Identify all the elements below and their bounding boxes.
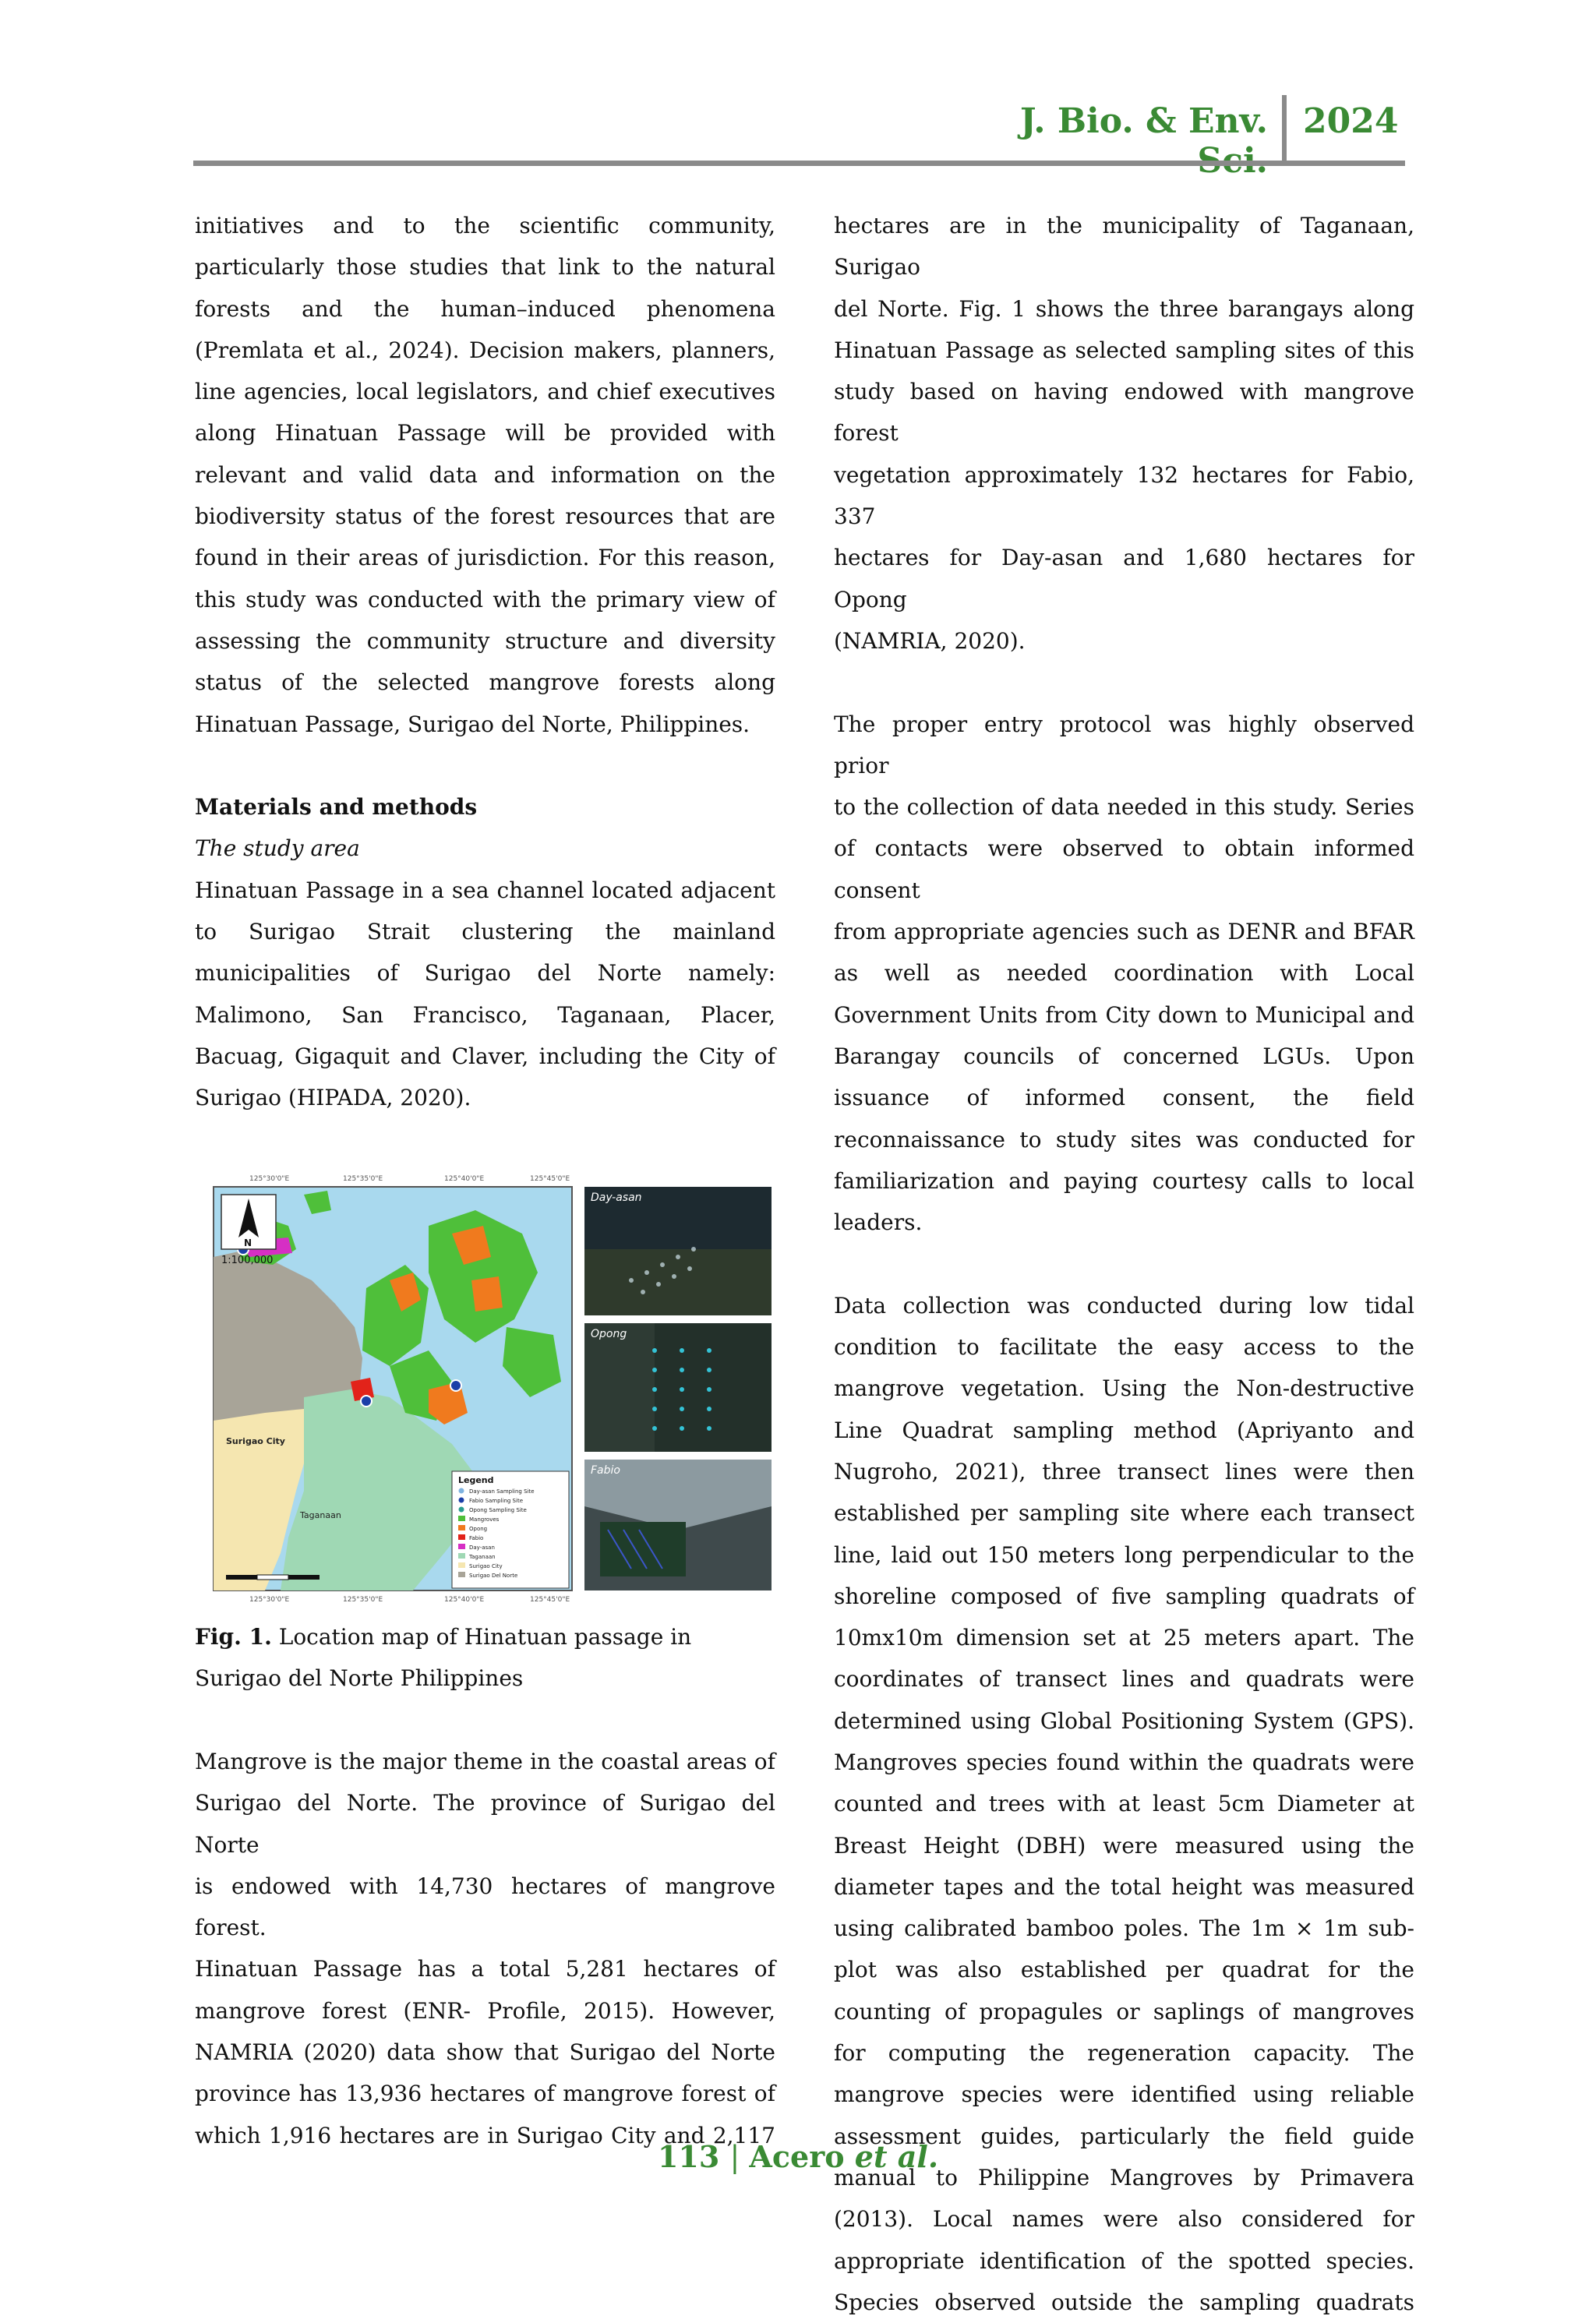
text-line: issuance of informed consent, the field	[834, 1085, 1414, 1111]
text-line: Hinatuan Passage in a sea channel located adjacent	[195, 877, 775, 903]
text-line: coordinates of transect lines and quadrats were	[834, 1666, 1414, 1693]
footer-authors: Acero	[749, 2139, 845, 2174]
svg-text:125°30'0"E: 125°30'0"E	[249, 1596, 290, 1604]
inset-dayasan	[584, 1187, 772, 1315]
text-line: NAMRIA (2020) data show that Surigao del Norte	[195, 2039, 775, 2066]
svg-text:Opong Sampling Site: Opong Sampling Site	[469, 1507, 527, 1513]
text-line: condition to facilitate the easy access to the	[834, 1334, 1414, 1361]
scale-bar	[226, 1575, 320, 1580]
text-line: Nugroho, 2021), three transect lines were then	[834, 1458, 1414, 1485]
text-line: line agencies, local legislators, and chief executives	[195, 379, 775, 405]
text-line: using calibrated bamboo poles. The 1m × 1m sub-	[834, 1915, 1414, 1942]
opong-site-marker	[450, 1380, 461, 1391]
text-line: as well as needed coordination with Local	[834, 960, 1414, 987]
text-line: forests and the human–induced phenomena	[195, 295, 775, 322]
svg-text:Day-asan: Day-asan	[591, 1192, 642, 1204]
text-line: familiarization and paying courtesy calls to local	[834, 1167, 1414, 1194]
text-line: (NAMRIA, 2020).	[834, 627, 1026, 654]
text-line: study based on having endowed with mangrove forest	[834, 379, 1414, 447]
text-line: appropriate identification of the spotted species.	[834, 2247, 1414, 2274]
text-line: counting of propagules or saplings of mangroves	[834, 1998, 1414, 2025]
text-line: Hinatuan Passage as selected sampling sites of this	[834, 337, 1414, 363]
text-line: to the collection of data needed in this study. Series	[834, 794, 1414, 821]
inset-fabio	[584, 1460, 772, 1590]
svg-text:Surigao Del Norte: Surigao Del Norte	[469, 1573, 518, 1579]
text-line: Line Quadrat sampling method (Apriyanto and	[834, 1417, 1414, 1443]
text-line: province has 13,936 hectares of mangrove forest of	[195, 2081, 775, 2107]
svg-text:125°45'0"E: 125°45'0"E	[530, 1596, 570, 1604]
text-line: Data collection was conducted during low tidal	[834, 1292, 1414, 1319]
text-line: Bacuag, Gigaquit and Claver, including the City of	[195, 1043, 775, 1069]
text-line: found in their areas of jurisdiction. For this reason,	[195, 545, 775, 571]
text-line: (Premlata et al., 2024). Decision makers, planners,	[195, 337, 775, 363]
svg-text:Mangroves: Mangroves	[469, 1516, 500, 1523]
opong-area	[471, 1276, 503, 1312]
text-line: plot was also established per quadrat for the	[834, 1957, 1414, 1983]
journal-title: J. Bio. & Env.	[1019, 101, 1268, 141]
svg-text:125°35'0"E: 125°35'0"E	[343, 1596, 383, 1604]
left-column-lower	[195, 1741, 775, 2156]
text-line: to Surigao Strait clustering the mainland	[195, 919, 775, 945]
svg-text:Legend: Legend	[458, 1475, 494, 1485]
text-line: established per sampling site where each transect	[834, 1500, 1414, 1527]
text-line: of contacts were observed to obtain informed consent	[834, 835, 1414, 903]
text-line: Government Units from City down to Municipal and	[834, 1001, 1414, 1028]
subsection-heading: The study area	[195, 835, 360, 862]
page-number: 113	[657, 2139, 720, 2174]
text-line: which 1,916 hectares are in Surigao City and 2,117	[195, 2122, 775, 2148]
text-line: Mangroves species found within the quadrats were	[834, 1749, 1414, 1775]
text-line: Malimono, San Francisco, Taganaan, Placer,	[195, 1001, 775, 1028]
text-line: Hinatuan Passage has a total 5,281 hectares of	[195, 1956, 775, 1982]
footer-et-al: et al.	[854, 2139, 939, 2174]
text-line: Breast Height (DBH) were measured using the	[834, 1832, 1414, 1859]
text-line: mangrove forest (ENR- Profile, 2015). However,	[195, 1997, 775, 2024]
text-line: Mangrove is the major theme in the coastal areas of	[195, 1749, 775, 1774]
svg-text:125°40'0"E: 125°40'0"E	[444, 1175, 485, 1183]
svg-text:Fabio Sampling Site: Fabio Sampling Site	[469, 1498, 523, 1504]
text-line: (2013). Local names were also considered for	[834, 2206, 1414, 2233]
text-line: mangrove vegetation. Using the Non-destructive	[834, 1375, 1414, 1402]
text-line: reconnaissance to study sites was conducted for	[834, 1126, 1414, 1153]
text-line: del Norte. Fig. 1 shows the three barangays along	[834, 295, 1414, 322]
footer-separator: |	[729, 2140, 750, 2174]
svg-text:Surigao City: Surigao City	[469, 1563, 503, 1569]
svg-text:125°45'0"E: 125°45'0"E	[530, 1175, 570, 1183]
header-divider	[1282, 95, 1287, 165]
text-line: counted and trees with at least 5cm Diameter at	[834, 1791, 1414, 1817]
text-line: The proper entry protocol was highly observed prior	[834, 711, 1414, 778]
text-line: relevant and valid data and information on the	[195, 461, 775, 488]
svg-text:Day-asan: Day-asan	[469, 1545, 495, 1551]
right-column	[834, 205, 1414, 2323]
text-line: from appropriate agencies such as DENR and BFAR	[834, 919, 1414, 945]
place-label: Taganaan	[300, 1510, 341, 1520]
text-line: manual to Philippine Mangroves by Primavera	[834, 2164, 1414, 2191]
fabio-site-marker	[361, 1396, 372, 1407]
text-line: status of the selected mangrove forests along	[195, 669, 775, 696]
page-footer	[0, 2139, 1596, 2174]
svg-text:125°40'0"E: 125°40'0"E	[444, 1596, 485, 1604]
text-line: diameter tapes and the total height was measured	[834, 1873, 1414, 1900]
text-line: hectares are in the municipality of Taganaan, Surigao	[834, 213, 1414, 281]
text-line: 10mx10m dimension set at 25 meters apart. The	[834, 1625, 1414, 1651]
svg-text:Fabio: Fabio	[591, 1464, 620, 1477]
location-map-figure	[195, 1163, 775, 1608]
section-heading: Materials and methods	[195, 794, 478, 821]
text-line: leaders.	[834, 1209, 923, 1236]
svg-text:Opong: Opong	[591, 1328, 627, 1340]
caption-label: Fig. 1.	[195, 1624, 272, 1650]
text-line: line, laid out 150 meters long perpendicular to the	[834, 1541, 1414, 1568]
svg-text:Taganaan: Taganaan	[469, 1554, 496, 1560]
left-column	[195, 205, 775, 1119]
text-line: Hinatuan Passage, Surigao del Norte, Philippines.	[195, 711, 750, 737]
text-line: hectares for Day-asan and 1,680 hectares for Opong	[834, 545, 1414, 613]
text-line: mangrove species were identified using reliable	[834, 2081, 1414, 2108]
svg-text:N: N	[244, 1237, 252, 1248]
text-line: for computing the regeneration capacity. The	[834, 2040, 1414, 2067]
svg-text:Opong: Opong	[469, 1526, 488, 1532]
text-line: Species observed outside the sampling quadrats	[834, 2289, 1414, 2315]
text-line: this study was conducted with the primary view of	[195, 586, 775, 613]
header-rule	[193, 161, 1405, 166]
north-arrow-icon	[221, 1195, 276, 1249]
inset-opong	[584, 1323, 772, 1452]
place-label: Surigao City	[226, 1436, 285, 1446]
svg-text:Day-asan Sampling Site: Day-asan Sampling Site	[469, 1488, 535, 1495]
text-line: particularly those studies that link to the natural	[195, 254, 775, 281]
text-line: assessing the community structure and diversity	[195, 627, 775, 654]
svg-text:125°35'0"E: 125°35'0"E	[343, 1175, 383, 1183]
text-line: assessment guides, particularly the field guide	[834, 2123, 1414, 2149]
svg-text:125°30'0"E: 125°30'0"E	[249, 1175, 290, 1183]
text-line: shoreline composed of five sampling quadrats of	[834, 1583, 1414, 1609]
text-line: vegetation approximately 132 hectares for Fabio, 337	[834, 461, 1414, 530]
map-scale-label: 1:100,000	[221, 1255, 274, 1266]
text-line: municipalities of Surigao del Norte namely:	[195, 960, 775, 987]
text-line: biodiversity status of the forest resources that are	[195, 503, 775, 530]
svg-text:Fabio: Fabio	[469, 1535, 484, 1541]
text-line: determined using Global Positioning System (GPS).	[834, 1707, 1414, 1734]
text-line: initiatives and to the scientific community,	[195, 213, 775, 238]
text-line: along Hinatuan Passage will be provided with	[195, 420, 775, 447]
journal-year: 2024	[1303, 101, 1399, 141]
figure-caption	[195, 1616, 775, 1699]
text-line: is endowed with 14,730 hectares of mangrove forest.	[195, 1873, 775, 1941]
text-line: Surigao del Norte. The province of Surigao del Norte	[195, 1790, 775, 1858]
text-line: Surigao (HIPADA, 2020).	[195, 1085, 471, 1111]
text-line: Barangay councils of concerned LGUs. Upon	[834, 1043, 1414, 1069]
map-legend	[452, 1471, 569, 1588]
caption-text: Location map of Hinatuan passage in Surigao del Norte Philippines	[195, 1624, 692, 1691]
